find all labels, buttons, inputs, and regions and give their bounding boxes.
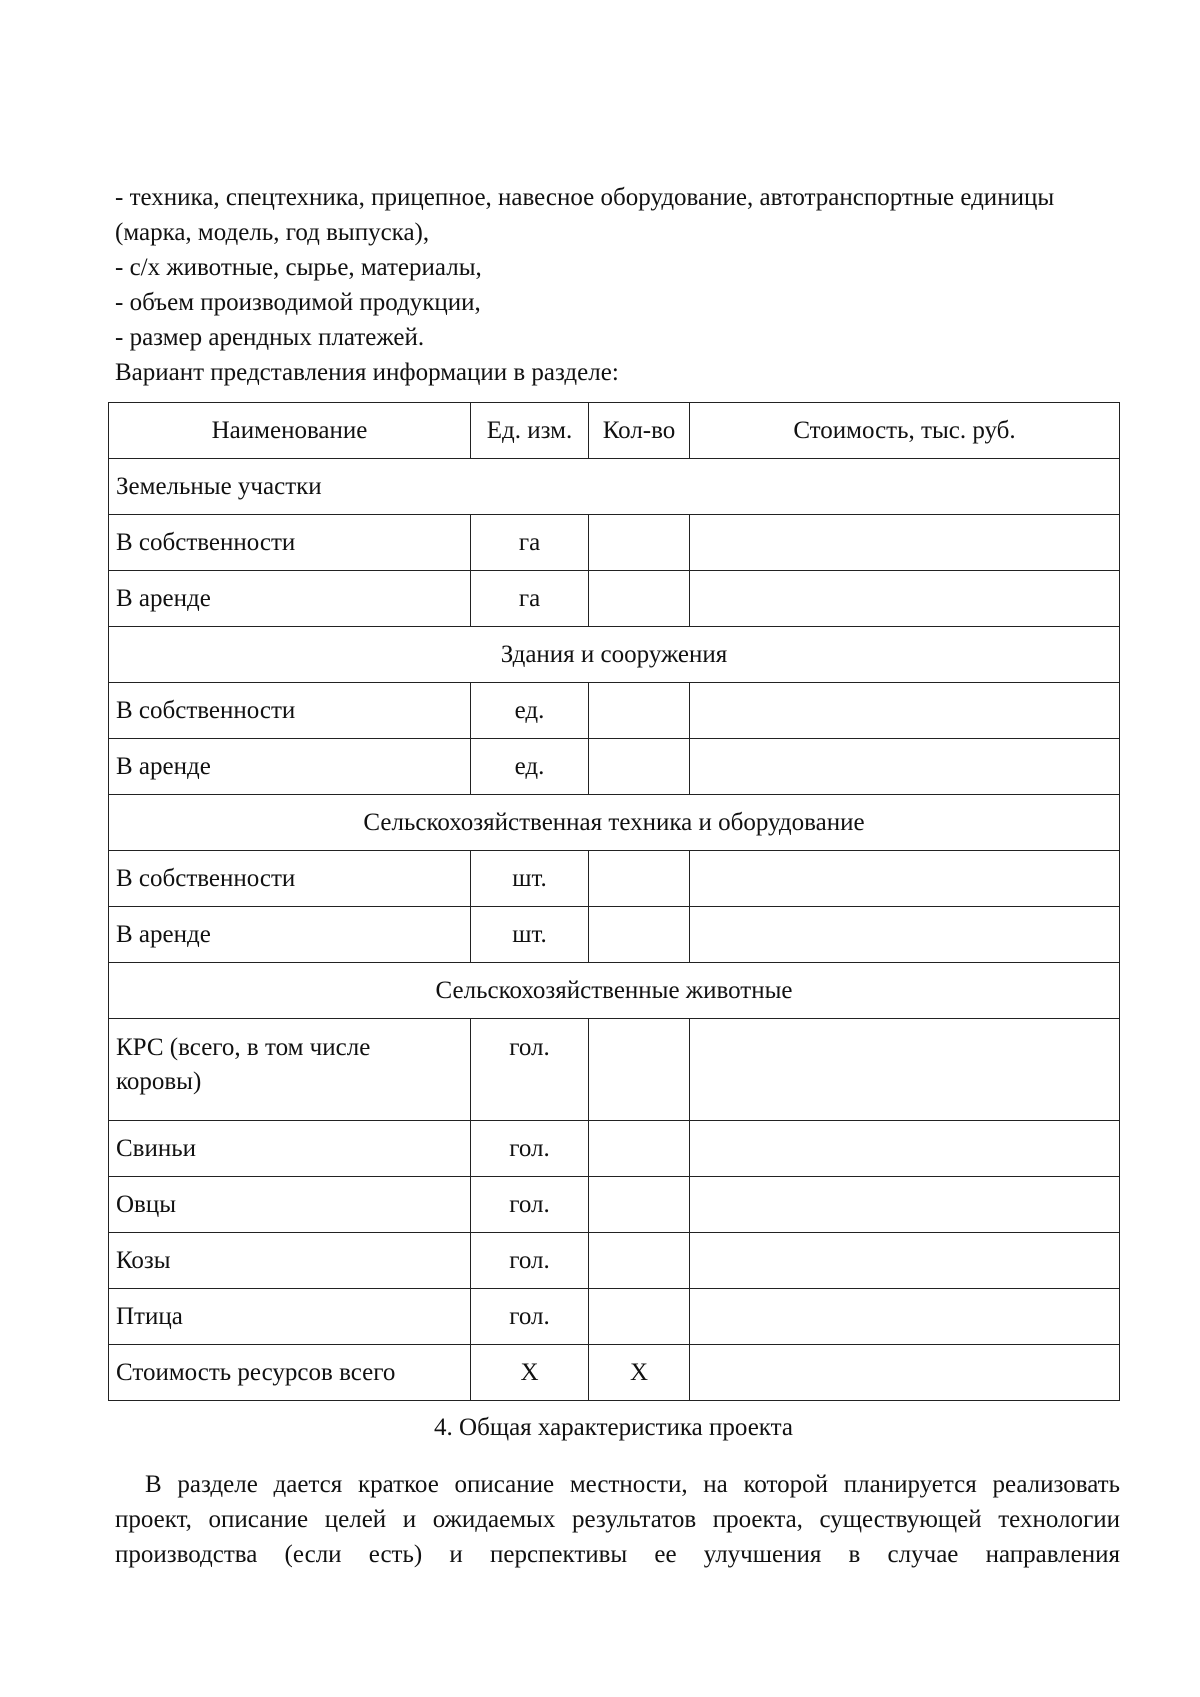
- header-name: Наименование: [109, 403, 471, 459]
- row-cost: [690, 907, 1120, 963]
- row-qty: [589, 571, 690, 627]
- table-row: [109, 1289, 1120, 1345]
- row-unit: га: [471, 515, 589, 571]
- section-title-machinery: Сельскохозяйственная техника и оборудование: [109, 795, 1120, 851]
- row-name: [109, 1019, 471, 1121]
- row-name: Птица: [109, 1289, 471, 1345]
- row-unit: гол.: [471, 1121, 589, 1177]
- row-qty: [589, 851, 690, 907]
- row-qty: [589, 1289, 690, 1345]
- table-row: [109, 907, 1120, 963]
- row-name: В аренде: [109, 907, 471, 963]
- row-qty: [589, 683, 690, 739]
- section-title-buildings: Здания и сооружения: [109, 627, 1120, 683]
- total-unit: Х: [471, 1345, 589, 1401]
- table-row: [109, 739, 1120, 795]
- row-unit: гол.: [471, 1233, 589, 1289]
- row-qty: [589, 515, 690, 571]
- row-cost: [690, 515, 1120, 571]
- row-cost: [690, 1019, 1120, 1121]
- row-unit: гол.: [471, 1177, 589, 1233]
- total-cost: [690, 1345, 1120, 1401]
- section-title-animals: Сельскохозяйственные животные: [109, 963, 1120, 1019]
- header-unit: Ед. изм.: [471, 403, 589, 459]
- row-cost: [690, 739, 1120, 795]
- intro-line: - размер арендных платежей.: [115, 324, 425, 351]
- row-qty: [589, 739, 690, 795]
- row-unit: ед.: [471, 739, 589, 795]
- section-row-buildings: [109, 627, 1120, 683]
- row-cost: [690, 1177, 1120, 1233]
- section-row-machinery: [109, 795, 1120, 851]
- intro-line: - объем производимой продукции,: [115, 289, 481, 316]
- intro-text: [115, 180, 1120, 390]
- row-name: Свиньи: [109, 1121, 471, 1177]
- row-cost: [690, 1289, 1120, 1345]
- row-qty: [589, 1121, 690, 1177]
- total-qty: Х: [589, 1345, 690, 1401]
- paragraph-line: проект, описание целей и ожидаемых результатов проекта, существующей технологии: [115, 1506, 1120, 1533]
- section-heading: 4. Общая характеристика проекта: [434, 1414, 793, 1441]
- row-unit: гол.: [471, 1289, 589, 1345]
- table-row: [109, 1121, 1120, 1177]
- paragraph-line: производства (если есть) и перспективы ее улучшения в случае направления: [115, 1541, 1120, 1568]
- row-name: Козы: [109, 1233, 471, 1289]
- header-qty: Кол-во: [589, 403, 690, 459]
- row-name-line: КРС (всего, в том числе: [116, 1034, 371, 1061]
- table-row: [109, 683, 1120, 739]
- row-name-line: коровы): [116, 1068, 202, 1095]
- table-row: [109, 1177, 1120, 1233]
- row-name: В аренде: [109, 571, 471, 627]
- section-row-animals: [109, 963, 1120, 1019]
- intro-line: - техника, спецтехника, прицепное, навесное оборудование, автотранспортные единицы: [115, 184, 1055, 211]
- row-cost: [690, 1233, 1120, 1289]
- row-cost: [690, 1121, 1120, 1177]
- row-cost: [690, 851, 1120, 907]
- row-cost: [690, 571, 1120, 627]
- row-unit: ед.: [471, 683, 589, 739]
- table-row: [109, 571, 1120, 627]
- row-qty: [589, 1019, 690, 1121]
- section-row-land: [109, 459, 1120, 515]
- table-header-row: [109, 403, 1120, 459]
- table-row: [109, 1019, 1120, 1121]
- row-qty: [589, 1177, 690, 1233]
- row-name: В аренде: [109, 739, 471, 795]
- row-unit: гол.: [471, 1019, 589, 1121]
- table-row: [109, 515, 1120, 571]
- header-cost: Стоимость, тыс. руб.: [690, 403, 1120, 459]
- row-qty: [589, 1233, 690, 1289]
- intro-line: - с/х животные, сырье, материалы,: [115, 254, 482, 281]
- resources-table: [108, 402, 1120, 1401]
- row-name: В собственности: [109, 851, 471, 907]
- table-row: [109, 851, 1120, 907]
- row-name: В собственности: [109, 683, 471, 739]
- section-title-land: Земельные участки: [109, 459, 1120, 515]
- row-cost: [690, 683, 1120, 739]
- row-qty: [589, 907, 690, 963]
- table-row: [109, 1233, 1120, 1289]
- row-unit: шт.: [471, 851, 589, 907]
- row-unit: га: [471, 571, 589, 627]
- paragraph-line: В разделе дается краткое описание местности, на которой планируется реализовать: [145, 1471, 1120, 1498]
- row-name: В собственности: [109, 515, 471, 571]
- section-paragraph: [115, 1467, 1120, 1572]
- total-row: [109, 1345, 1120, 1401]
- intro-line: (марка, модель, год выпуска),: [115, 219, 430, 246]
- row-unit: шт.: [471, 907, 589, 963]
- total-name: Стоимость ресурсов всего: [109, 1345, 471, 1401]
- row-name: Овцы: [109, 1177, 471, 1233]
- intro-line: Вариант представления информации в разделе:: [115, 359, 619, 386]
